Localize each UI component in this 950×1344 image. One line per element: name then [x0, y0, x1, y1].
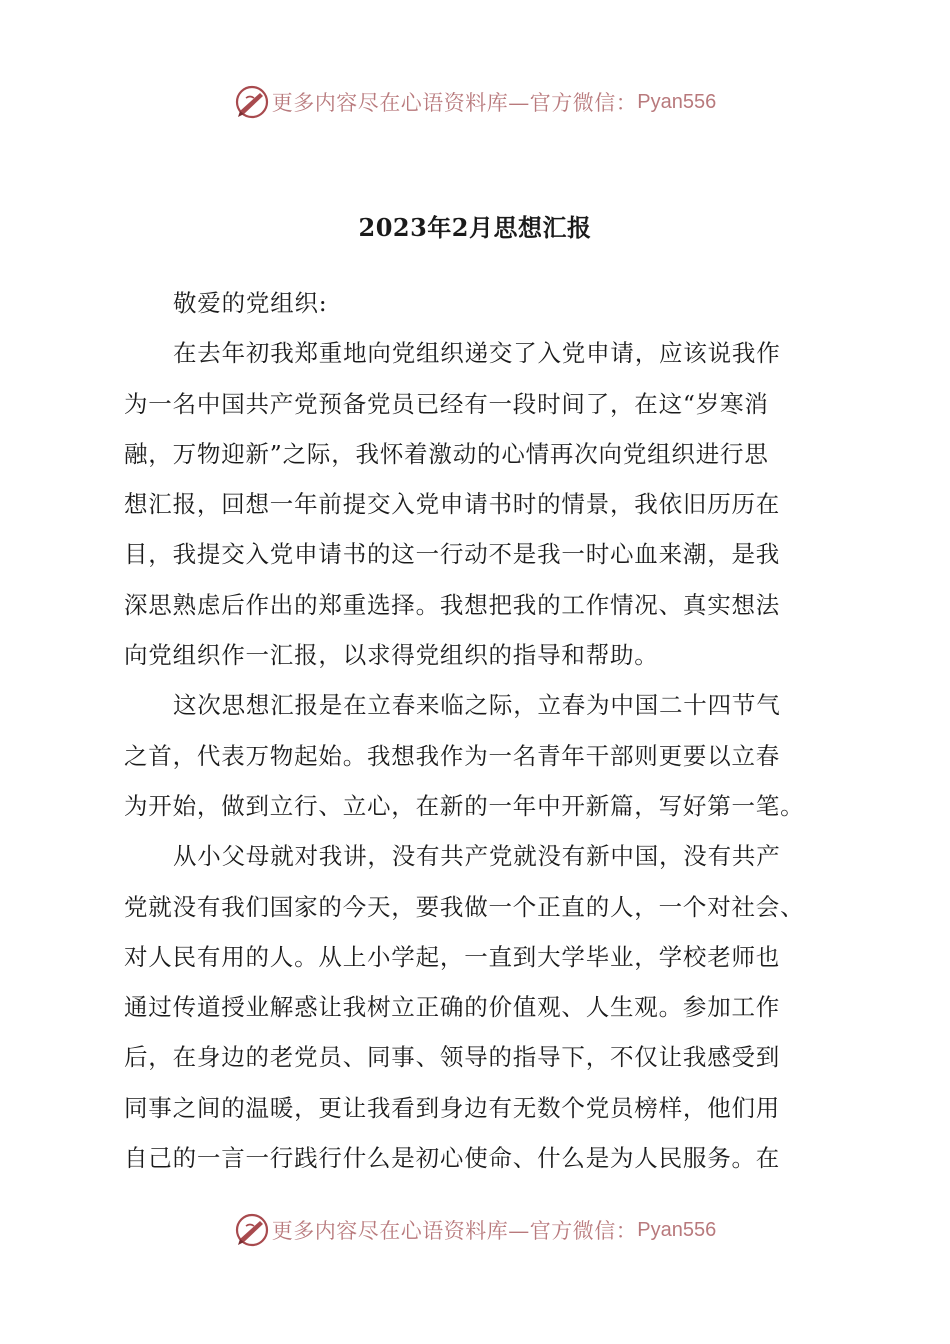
body-line: 在去年初我郑重地向党组织递交了入党申请，应该说我作 [173, 339, 781, 368]
body-line: 后，在身边的老党员、同事、领导的指导下，不仅让我感受到 [124, 1043, 781, 1072]
body-line: 为开始，做到立行、立心，在新的一年中开新篇，写好第一笔。 [124, 791, 805, 820]
body-line: 对人民有用的人。从上小学起，一直到大学毕业，学校老师也 [124, 942, 781, 971]
header-watermark-banner [0, 82, 950, 122]
body-line: 通过传道授业解惑让我树立正确的价值观、人生观。参加工作 [124, 993, 781, 1022]
footer-watermark-text: 更多内容尽在心语资料库—官方微信： [271, 1219, 638, 1243]
header-watermark-text: 更多内容尽在心语资料库—官方微信： [271, 91, 638, 115]
body-line: 目，我提交入党申请书的这一行动不是我一时心血来潮，是我 [124, 540, 781, 569]
body-line: 党就没有我们国家的今天，要我做一个正直的人，一个对社会、 [124, 892, 805, 921]
body-line: 向党组织作一汇报，以求得党组织的指导和帮助。 [124, 641, 659, 670]
body-line: 为一名中国共产党预备党员已经有一段时间了，在这“岁寒消 [124, 389, 769, 418]
pen-logo-icon [234, 1212, 270, 1248]
body-line: 自己的一言一行践行什么是初心使命、什么是为人民服务。在 [124, 1144, 781, 1173]
pen-logo-icon [234, 84, 270, 120]
document-title: 2023年2月思想汇报 [358, 213, 592, 242]
salutation: 敬爱的党组织: [173, 289, 328, 317]
footer-watermark-banner [0, 1210, 950, 1250]
body-line: 从小父母就对我讲，没有共产党就没有新中国，没有共产 [173, 842, 781, 871]
footer-watermark-wechat-id: Pyan556 [637, 1218, 717, 1241]
body-line: 想汇报，回想一年前提交入党申请书时的情景，我依旧历历在 [124, 490, 781, 519]
header-watermark-wechat-id: Pyan556 [637, 90, 717, 113]
document-body [124, 278, 836, 1183]
body-line: 这次思想汇报是在立春来临之际，立春为中国二十四节气 [173, 691, 781, 720]
body-line: 融，万物迎新”之际，我怀着激动的心情再次向党组织进行思 [124, 439, 769, 468]
body-line: 之首，代表万物起始。我想我作为一名青年干部则更要以立春 [124, 741, 781, 770]
body-line: 深思熟虑后作出的郑重选择。我想把我的工作情况、真实想法 [124, 590, 781, 619]
body-line: 同事之间的温暖，更让我看到身边有无数个党员榜样，他们用 [124, 1093, 781, 1122]
